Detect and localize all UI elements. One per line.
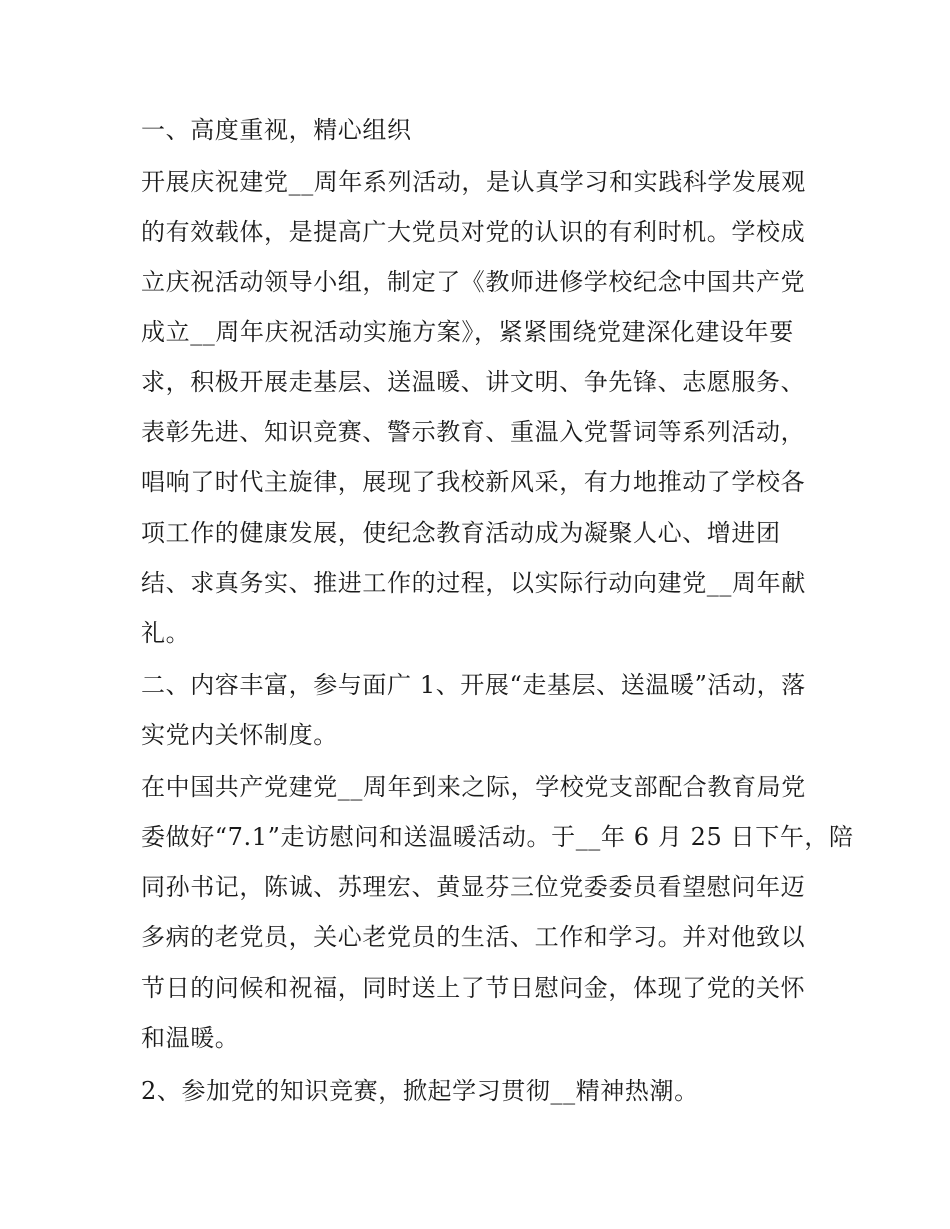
paragraph-line: 在中国共产党建党__周年到来之际，学校党支部配合教育局党 bbox=[141, 773, 806, 801]
paragraph-line: 项工作的健康发展，使纪念教育活动成为凝聚人心、增进团 bbox=[141, 519, 781, 547]
paragraph-line: 节日的问候和祝福，同时送上了节日慰问金，体现了党的关怀 bbox=[141, 974, 806, 1002]
paragraph-line: 结、求真务实、推进工作的过程，以实际行动向建党__周年献 bbox=[141, 569, 806, 597]
paragraph-line: 礼。 bbox=[141, 619, 191, 647]
paragraph-line: 唱响了时代主旋律，展现了我校新风采，有力地推动了学校各 bbox=[141, 468, 806, 496]
heading-section-2: 二、内容丰富，参与面广 1、开展“走基层、送温暖”活动，落 bbox=[141, 671, 806, 699]
paragraph-line: 多病的老党员，关心老党员的生活、工作和学习。并对他致以 bbox=[141, 923, 806, 951]
paragraph-line: 开展庆祝建党__周年系列活动，是认真学习和实践科学发展观 bbox=[141, 168, 806, 196]
paragraph-line: 委做好“7.1”走访慰问和送温暖活动。于__年 6 月 25 日下午，陪 bbox=[141, 823, 854, 851]
paragraph-line: 的有效载体，是提高广大党员对党的认识的有利时机。学校成 bbox=[141, 218, 806, 246]
heading-item-2: 2、参加党的知识竞赛，掀起学习贯彻__精神热潮。 bbox=[141, 1077, 699, 1105]
paragraph-line: 求，积极开展走基层、送温暖、讲文明、争先锋、志愿服务、 bbox=[141, 368, 806, 396]
heading-section-1: 一、高度重视，精心组织 bbox=[141, 116, 412, 144]
paragraph-line: 实党内关怀制度。 bbox=[141, 721, 338, 749]
paragraph-line: 和温暖。 bbox=[141, 1024, 240, 1052]
paragraph-line: 表彰先进、知识竞赛、警示教育、重温入党誓词等系列活动， bbox=[141, 418, 806, 446]
paragraph-line: 成立__周年庆祝活动实施方案》，紧紧围绕党建深化建设年要 bbox=[141, 318, 794, 346]
paragraph-line: 同孙书记，陈诚、苏理宏、黄显芬三位党委委员看望慰问年迈 bbox=[141, 873, 806, 901]
paragraph-line: 立庆祝活动领导小组，制定了《教师进修学校纪念中国共产党 bbox=[141, 268, 806, 296]
